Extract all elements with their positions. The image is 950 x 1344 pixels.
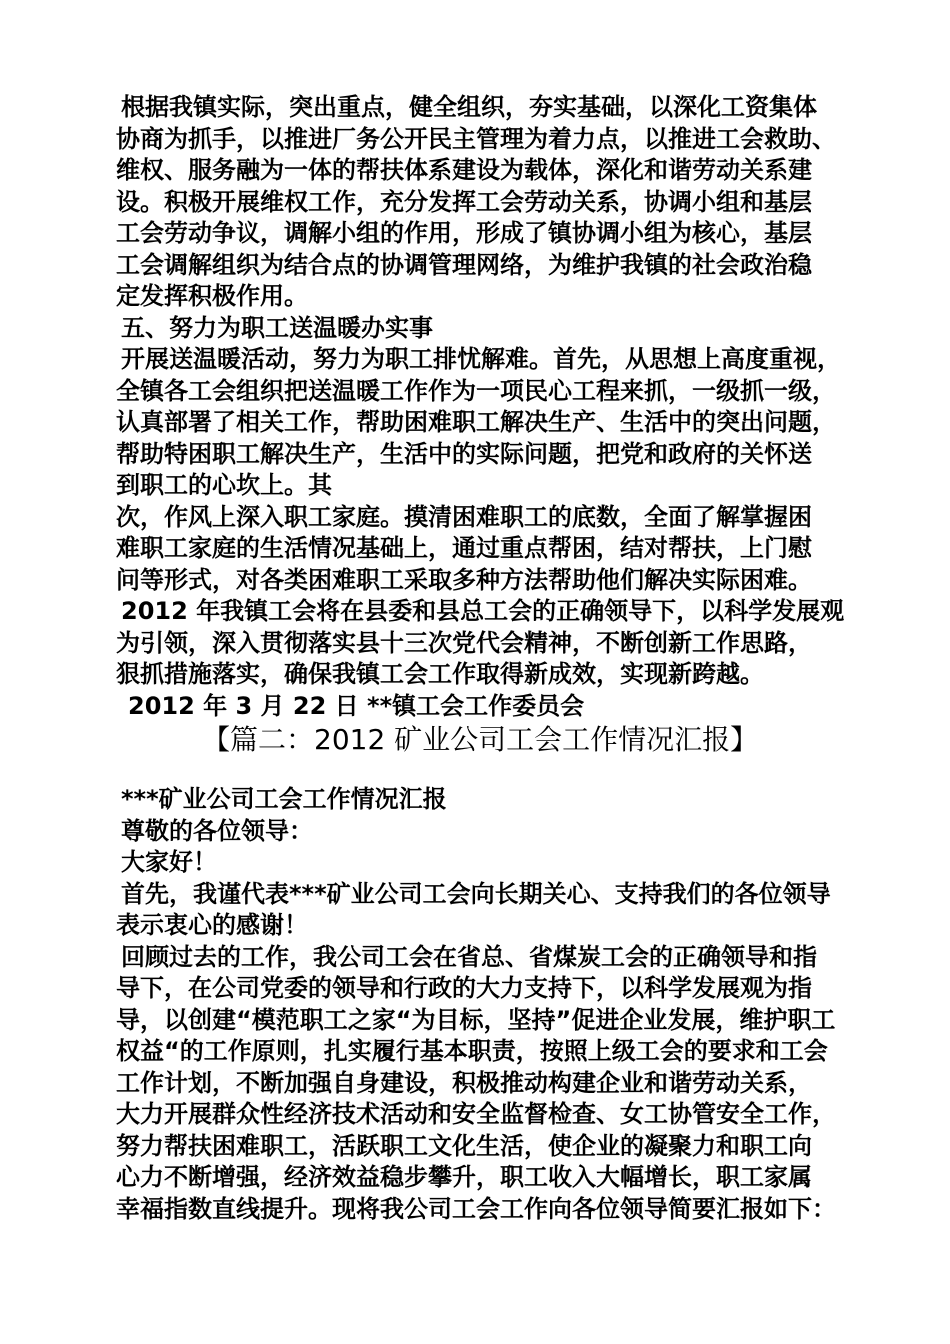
text-line: 难职工家庭的生活情况基础上，通过重点帮困，结对帮扶，上门慰: [116, 534, 812, 562]
text-line: 心力不断增强，经济效益稳步攀升，职工收入大幅增长，职工家属: [116, 1163, 812, 1191]
text-line: 全镇各工会组织把送温暖工作作为一项民心工程来抓，一级抓一级，: [116, 376, 836, 405]
text-line: 导，以创建“模范职工之家“为目标，坚持”促进企业发展，维护职工: [116, 1005, 836, 1034]
text-line: 回顾过去的工作，我公司工会在省总、省煤炭工会的正确领导和指: [121, 942, 817, 971]
text-line: 为引领，深入贯彻落实县十三次党代会精神，不断创新工作思路，: [116, 628, 812, 657]
text-line: 定发挥积极作用。: [116, 282, 308, 310]
text-line: 工作计划，不断加强自身建设，积极推动构建企业和谐劳动关系，: [116, 1068, 812, 1097]
signature-line: 2012 年 3 月 22 日 **镇工会工作委员会: [128, 691, 585, 720]
text-line: 工会劳动争议，调解小组的作用，形成了镇协调小组为核心，基层: [116, 219, 812, 247]
section-title: 五、努力为职工送温暖办实事: [121, 313, 433, 342]
text-line: 帮助特困职工解决生产，生活中的实际问题，把党和政府的关怀送: [116, 439, 812, 468]
text-line: 权益“的工作原则，扎实履行基本职责，按照上级工会的要求和工会: [116, 1037, 828, 1065]
report-title: ***矿业公司工会工作情况汇报: [121, 785, 447, 813]
greeting: 大家好！: [121, 848, 217, 876]
text-line: 狠抓措施落实，确保我镇工会工作取得新成效，实现新跨越。: [116, 660, 764, 688]
text-line: 努力帮扶困难职工，活跃职工文化生活，使企业的凝聚力和职工向: [116, 1131, 812, 1160]
text-line: 维权、服务融为一体的帮扶体系建设为载体，深化和谐劳动关系建: [116, 156, 812, 184]
text-line: 工会调解组织为结合点的协调管理网络，为维护我镇的社会政治稳: [116, 250, 812, 279]
text-line: 认真部署了相关工作，帮助困难职工解决生产、生活中的突出问题，: [116, 408, 836, 436]
section-heading: 【篇二：2012 矿业公司工会工作情况汇报】: [202, 723, 759, 756]
text-line: 大力开展群众性经济技术活动和安全监督检查、女工协管安全工作，: [116, 1100, 836, 1128]
text-line: 次，作风上深入职工家庭。摸清困难职工的底数，全面了解掌握困: [116, 502, 812, 531]
text-line: 设。积极开展维权工作，充分发挥工会劳动关系，协调小组和基层: [116, 187, 812, 216]
text-line: 根据我镇实际，突出重点，健全组织，夯实基础，以深化工资集体: [121, 93, 817, 121]
text-line: 导下，在公司党委的领导和行政的大力支持下，以科学发展观为指: [116, 974, 812, 1002]
text-line: 问等形式，对各类困难职工采取多种方法帮助他们解决实际困难。: [116, 565, 812, 594]
text-line: 幸福指数直线提升。现将我公司工会工作向各位领导简要汇报如下：: [116, 1194, 836, 1223]
text-line: 协商为抓手，以推进厂务公开民主管理为着力点，以推进工会救助、: [116, 124, 836, 153]
text-line: 首先，我谨代表***矿业公司工会向长期关心、支持我们的各位领导: [121, 879, 831, 908]
document-page: [116, 92, 845, 1225]
salutation: 尊敬的各位领导：: [121, 816, 313, 845]
text-line: 到职工的心坎上。其: [116, 471, 332, 499]
text-line: 2012 年我镇工会将在县委和县总工会的正确领导下，以科学发展观: [121, 597, 845, 625]
text-line: 开展送温暖活动，努力为职工排忧解难。首先，从思想上高度重视，: [121, 345, 841, 373]
text-line: 表示衷心的感谢！: [116, 911, 308, 939]
